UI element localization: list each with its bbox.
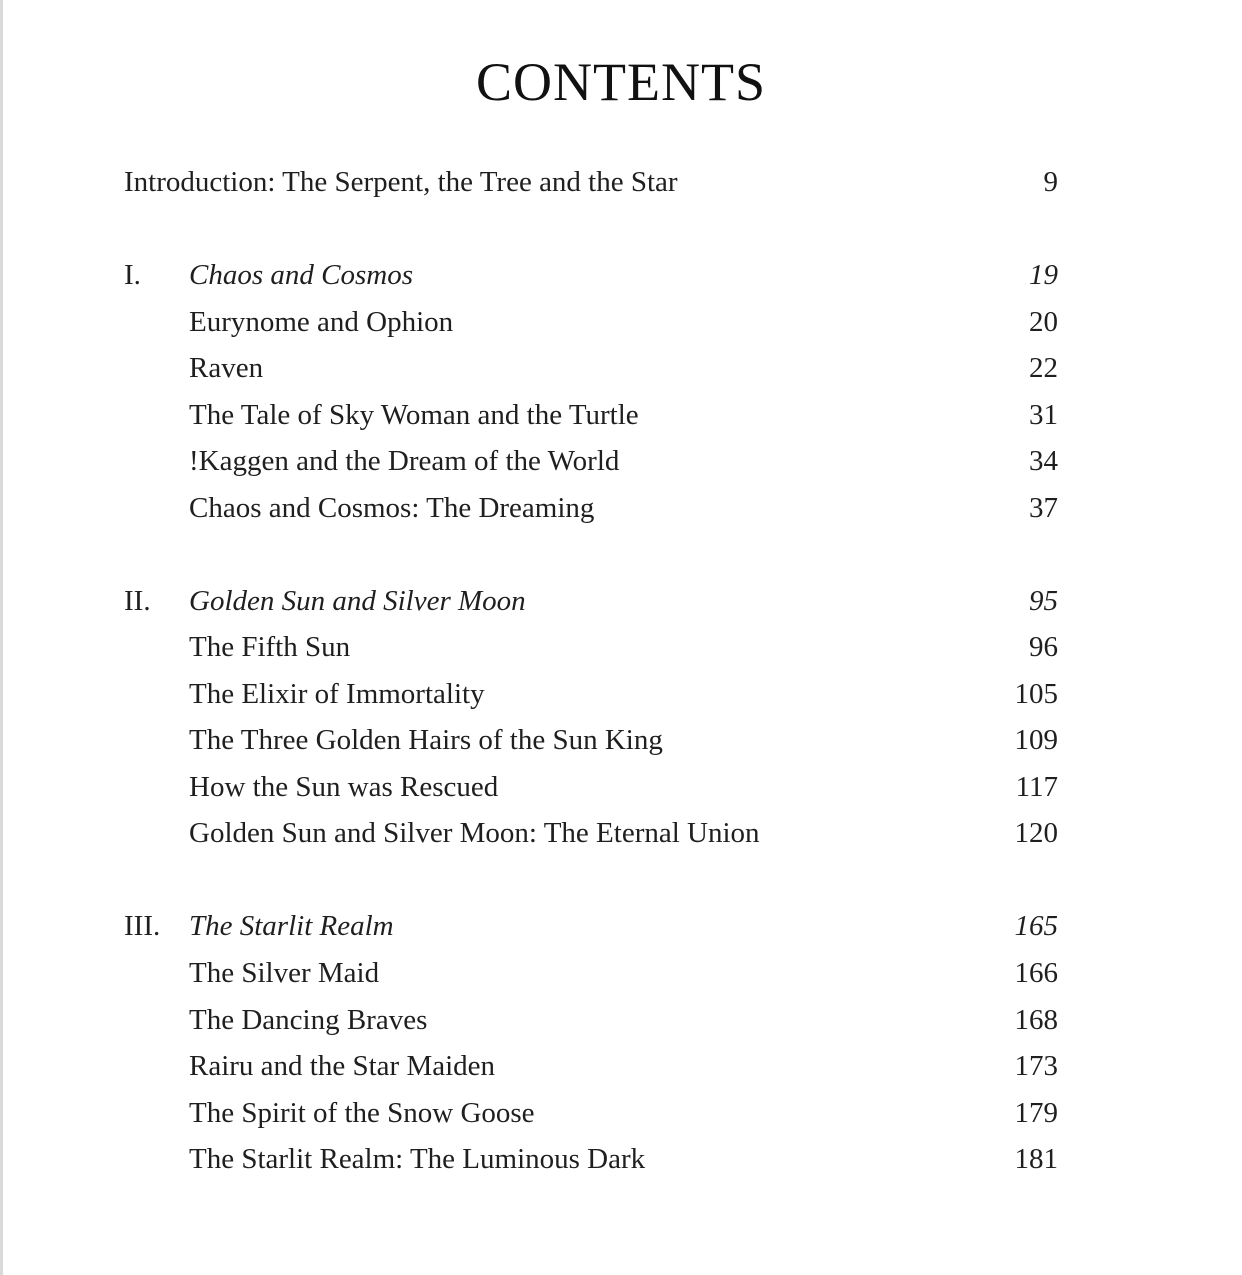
toc-entry[interactable] xyxy=(124,488,1058,528)
part-numeral: II. xyxy=(124,585,151,617)
toc-entry[interactable] xyxy=(124,720,1058,760)
toc-page-number: 9 xyxy=(1043,166,1058,198)
page-edge xyxy=(0,0,3,1275)
toc-entry[interactable] xyxy=(124,953,1058,993)
toc-entry-label: Raven xyxy=(189,352,264,384)
toc-page-number: 168 xyxy=(1014,1004,1058,1036)
toc-entry[interactable] xyxy=(124,302,1058,342)
part-title: Golden Sun and Silver Moon xyxy=(189,585,526,617)
toc-entry-label: The Three Golden Hairs of the Sun King xyxy=(189,724,663,756)
toc-entry-label: The Tale of Sky Woman and the Turtle xyxy=(189,399,639,431)
toc-entry[interactable] xyxy=(124,441,1058,481)
toc-page-number: 166 xyxy=(1014,957,1058,989)
contents-title: CONTENTS xyxy=(476,52,766,112)
part-numeral: III. xyxy=(124,910,161,942)
part-numeral: I. xyxy=(124,259,141,291)
toc-page-number: 109 xyxy=(1014,724,1058,756)
toc-entry[interactable] xyxy=(124,1046,1058,1086)
toc-entry-label: The Starlit Realm: The Luminous Dark xyxy=(189,1143,646,1175)
toc-page-number: 20 xyxy=(1029,306,1058,338)
toc-entry[interactable] xyxy=(124,348,1058,388)
part-title: Chaos and Cosmos xyxy=(189,259,413,291)
toc-entry-label: How the Sun was Rescued xyxy=(189,771,499,803)
toc-page-number: 117 xyxy=(1015,771,1058,803)
toc-entry-label: !Kaggen and the Dream of the World xyxy=(189,445,620,477)
toc-entry[interactable] xyxy=(124,1139,1058,1179)
toc-page-number: 165 xyxy=(1014,910,1058,942)
toc-entry-label: Eurynome and Ophion xyxy=(189,306,454,338)
toc-entry-label: Golden Sun and Silver Moon: The Eternal Union xyxy=(189,817,760,849)
toc-page-number: 34 xyxy=(1029,445,1058,477)
toc-entry[interactable] xyxy=(124,1093,1058,1133)
toc-entry[interactable] xyxy=(124,674,1058,714)
toc-entry-label: The Dancing Braves xyxy=(189,1004,428,1036)
toc-part-heading-2[interactable] xyxy=(124,581,1058,621)
toc-entry[interactable] xyxy=(124,767,1058,807)
toc-entry-label: The Silver Maid xyxy=(189,957,380,989)
toc-entry-label: The Fifth Sun xyxy=(189,631,351,663)
toc-entry[interactable] xyxy=(124,1000,1058,1040)
toc-part-heading-1[interactable] xyxy=(124,255,1058,295)
toc-row-introduction[interactable] xyxy=(124,162,1058,202)
toc-part-heading-3[interactable] xyxy=(124,906,1058,946)
toc-page-number: 173 xyxy=(1014,1050,1058,1082)
toc-page-number: 22 xyxy=(1029,352,1058,384)
toc-page-number: 120 xyxy=(1014,817,1058,849)
toc-entry[interactable] xyxy=(124,813,1058,853)
part-title: The Starlit Realm xyxy=(189,910,394,942)
toc-entry[interactable] xyxy=(124,627,1058,667)
toc-page-number: 19 xyxy=(1029,259,1058,291)
toc-page-number: 95 xyxy=(1029,585,1058,617)
toc-page-number: 31 xyxy=(1029,399,1058,431)
toc-page-number: 179 xyxy=(1014,1097,1058,1129)
toc-page-number: 105 xyxy=(1014,678,1058,710)
toc-entry[interactable] xyxy=(124,395,1058,435)
toc-page-number: 181 xyxy=(1014,1143,1058,1175)
toc-page-number: 96 xyxy=(1029,631,1058,663)
toc-entry-label: The Spirit of the Snow Goose xyxy=(189,1097,535,1129)
toc-page-number: 37 xyxy=(1029,492,1058,524)
toc-entry-label: Introduction: The Serpent, the Tree and the Star xyxy=(124,166,678,198)
toc-entry-label: The Elixir of Immortality xyxy=(189,678,485,710)
toc-entry-label: Chaos and Cosmos: The Dreaming xyxy=(189,492,595,524)
toc-entry-label: Rairu and the Star Maiden xyxy=(189,1050,496,1082)
